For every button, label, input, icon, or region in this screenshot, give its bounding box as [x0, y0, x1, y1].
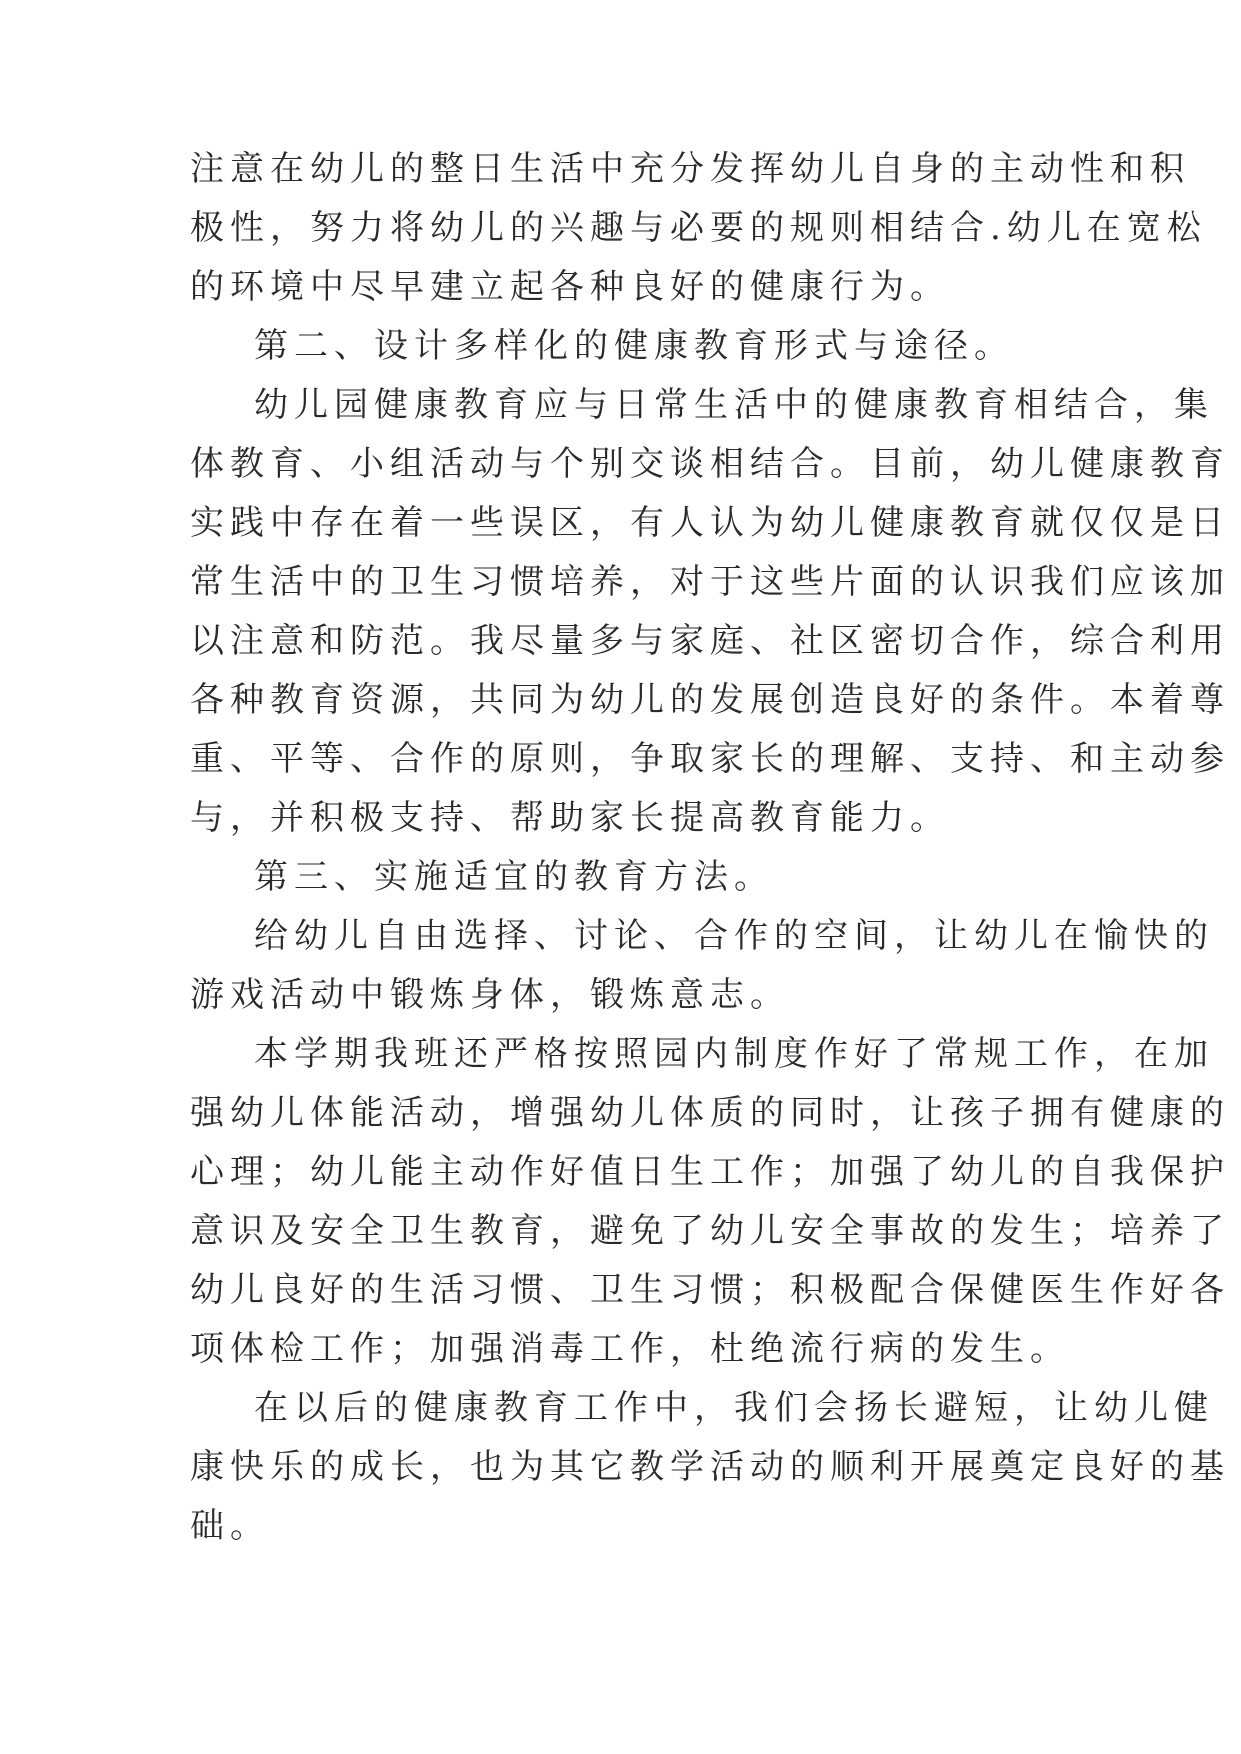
- text-line: 幼儿良好的生活习惯、卫生习惯；积极配合保健医生作好各: [190, 1270, 1230, 1310]
- document-page: [190, 140, 1230, 1556]
- text-line: 强幼儿体能活动，增强幼儿体质的同时，让孩子拥有健康的: [190, 1093, 1230, 1133]
- text-line: 础。: [190, 1506, 270, 1546]
- text-line: 重、平等、合作的原则，争取家长的理解、支持、和主动参: [190, 739, 1230, 779]
- text-line: 项体检工作；加强消毒工作，杜绝流行病的发生。: [190, 1329, 1070, 1369]
- text-line: 各种教育资源，共同为幼儿的发展创造良好的条件。本着尊: [190, 680, 1230, 720]
- text-line: 意识及安全卫生教育，避免了幼儿安全事故的发生；培养了: [190, 1211, 1230, 1251]
- text-line: 体教育、小组活动与个别交谈相结合。目前，幼儿健康教育: [190, 444, 1230, 484]
- section-heading: 第三、实施适宜的教育方法。: [254, 857, 774, 897]
- text-line: 极性，努力将幼儿的兴趣与必要的规则相结合.幼儿在宽松: [190, 208, 1207, 248]
- text-line: 实践中存在着一些误区，有人认为幼儿健康教育就仅仅是日: [190, 503, 1230, 543]
- text-line: 常生活中的卫生习惯培养，对于这些片面的认识我们应该加: [190, 562, 1230, 602]
- section-heading: 第二、设计多样化的健康教育形式与途径。: [254, 326, 1014, 366]
- text-line: 本学期我班还严格按照园内制度作好了常规工作，在加: [254, 1034, 1214, 1074]
- text-line: 心理；幼儿能主动作好值日生工作；加强了幼儿的自我保护: [190, 1152, 1230, 1192]
- text-line: 游戏活动中锻炼身体，锻炼意志。: [190, 975, 790, 1015]
- text-line: 与，并积极支持、帮助家长提高教育能力。: [190, 798, 950, 838]
- text-line: 给幼儿自由选择、讨论、合作的空间，让幼儿在愉快的: [254, 916, 1214, 956]
- text-line: 康快乐的成长，也为其它教学活动的顺利开展奠定良好的基: [190, 1447, 1230, 1487]
- text-line: 以注意和防范。我尽量多与家庭、社区密切合作，综合利用: [190, 621, 1230, 661]
- text-line: 的环境中尽早建立起各种良好的健康行为。: [190, 267, 950, 307]
- text-line: 在以后的健康教育工作中，我们会扬长避短，让幼儿健: [254, 1388, 1214, 1428]
- text-line: 注意在幼儿的整日生活中充分发挥幼儿自身的主动性和积: [190, 149, 1190, 189]
- text-line: 幼儿园健康教育应与日常生活中的健康教育相结合，集: [254, 385, 1214, 425]
